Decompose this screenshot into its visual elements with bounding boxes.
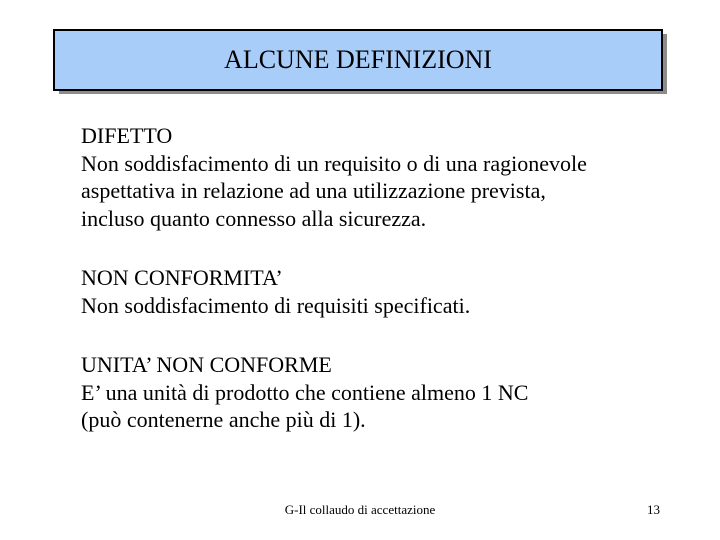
definitions-list <box>81 122 681 466</box>
title-box <box>53 29 663 91</box>
page-number: 13 <box>647 502 660 517</box>
definition-text: Non soddisfacimento di un requisito o di una ragionevole aspettativa in relazione ad una utilizzazione prevista, incluso quanto connesso alla sicurezza. <box>81 150 587 231</box>
definition-text: E’ una unità di prodotto che contiene almeno 1 NC (può contenerne anche più di 1). <box>81 379 529 432</box>
footer-label: G-Il collaudo di accettazione <box>284 502 436 517</box>
slide-title: ALCUNE DEFINIZIONI <box>224 45 492 74</box>
definition-term: DIFETTO <box>81 123 173 148</box>
definition-difetto <box>81 122 681 232</box>
definition-term: UNITA’ NON CONFORME <box>81 352 332 377</box>
definition-non-conformita <box>81 264 681 319</box>
definition-text: Non soddisfacimento di requisiti specificati. <box>81 292 471 318</box>
definition-unita-non-conforme <box>81 351 681 434</box>
definition-term: NON CONFORMITA’ <box>81 265 283 290</box>
